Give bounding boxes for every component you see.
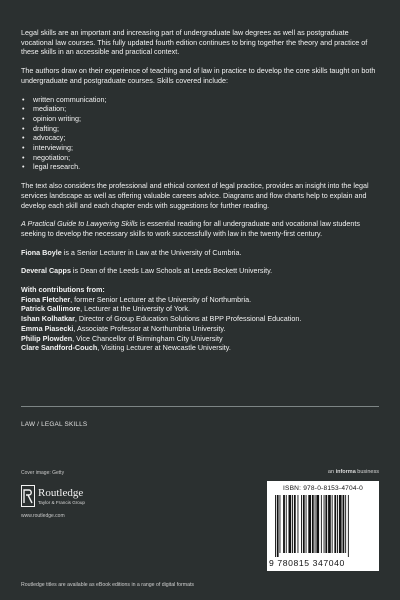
contributor-role: , Visiting Lecturer at Newcastle University.	[97, 343, 231, 353]
contributors	[21, 285, 379, 353]
contributor-name: Fiona Fletcher	[21, 294, 71, 304]
publisher-group: Taylor & Francis Group	[38, 500, 85, 505]
barcode-bar	[301, 495, 302, 553]
barcode-bar	[325, 495, 327, 553]
authors-paragraph: The authors draw on their experience of teaching and of law in practice to develop the core skills taught on both undergraduate and postgraduate courses. Skills covered include:	[21, 66, 376, 85]
contributors-heading: With contributions from:	[21, 285, 105, 295]
contributor	[21, 343, 379, 353]
blurb	[21, 28, 379, 353]
author-role: is a Senior Lecturer in Law at the University of Cumbria.	[61, 247, 242, 257]
contributor	[21, 304, 379, 314]
informa-prefix: an	[327, 469, 336, 475]
routledge-logo-icon	[21, 485, 35, 507]
publisher-url: www.routledge.com	[21, 513, 65, 519]
barcode	[267, 481, 379, 571]
list-item: • drafting;	[21, 124, 379, 134]
list-item: • interviewing;	[21, 143, 379, 153]
list-item: • negotiation;	[21, 153, 379, 163]
intro-paragraph: Legal skills are an important and increasing part of undergraduate law degrees as well as postgraduate vocational law courses. This fully updated fourth edition continues to bring together the theory and practice of these skills in an accessible and practical context.	[21, 28, 368, 57]
contributor-name: Emma Piasecki	[21, 323, 74, 333]
barcode-bar	[315, 495, 316, 553]
barcode-bar	[286, 495, 287, 553]
barcode-bar	[280, 495, 281, 553]
skills-list	[21, 95, 379, 173]
informa-brand: informa	[335, 469, 356, 475]
contributor-role: , Vice Chancellor of Birmingham City University	[72, 333, 223, 343]
contributor	[21, 295, 379, 305]
context-paragraph: The text also considers the professional and ethical context of legal practice, provides an insight into the legal services landscape as well as offering valuable careers advice. Diagrams and flow charts help to explain and develop each skill and each chapter ends with suggestions for further reading.	[21, 181, 369, 210]
contributor-role: , Director of Group Education Solutions at BPP Professional Education.	[74, 314, 302, 324]
barcode-bar	[316, 495, 319, 553]
list-item: • mediation;	[21, 104, 379, 114]
footer	[0, 407, 400, 600]
contributor	[21, 324, 379, 334]
barcode-bar	[345, 495, 346, 553]
author-role: is Dean of the Leeds Law Schools at Leeds Beckett University.	[70, 266, 273, 276]
contributor-role: , former Senior Lecturer at the University of Northumbria.	[70, 294, 252, 304]
closing-paragraph	[21, 219, 379, 238]
contributor-role: , Associate Professor at Northumbria University.	[73, 323, 226, 333]
barcode-bar	[294, 495, 296, 553]
cover-credit: Cover image: Getty	[21, 470, 65, 476]
author-name: Deveral Capps	[21, 266, 71, 276]
closing-text: is essential reading for all undergraduate and vocational law students seeking to develop the necessary skills to work successfully with law in the twenty-first century.	[21, 219, 360, 238]
publisher-logo	[21, 485, 141, 525]
barcode-bars	[273, 495, 373, 557]
informa-suffix: business	[355, 469, 379, 475]
barcode-bar	[332, 495, 333, 553]
barcode-bar	[292, 495, 293, 553]
list-item: • written communication;	[21, 95, 379, 105]
barcode-bar	[334, 495, 336, 553]
barcode-bar	[303, 495, 305, 553]
barcode-bar	[289, 495, 292, 553]
barcode-bar	[298, 495, 299, 553]
author-bio	[21, 266, 379, 276]
list-item: • advocacy;	[21, 133, 379, 143]
book-title: A Practical Guide to Lawyering Skills	[21, 219, 138, 229]
barcode-bar	[275, 495, 276, 557]
author-bio	[21, 248, 379, 258]
contributor	[21, 334, 379, 344]
informa-tagline	[328, 469, 379, 475]
barcode-bar	[321, 495, 322, 553]
barcode-bar	[312, 495, 314, 553]
contributor-name: Ishan Kolhatkar	[21, 314, 75, 324]
barcode-bar	[328, 495, 331, 553]
contributor	[21, 314, 379, 324]
barcode-bar	[306, 495, 307, 553]
publisher-name: Routledge	[38, 487, 84, 499]
contributor-name: Philip Plowden	[21, 333, 73, 343]
barcode-bar	[308, 495, 311, 553]
barcode-bar	[324, 495, 325, 553]
barcode-bar	[337, 495, 338, 553]
barcode-bar	[283, 495, 285, 553]
list-item: • legal research.	[21, 162, 379, 172]
contributor-role: , Lecturer at the University of York.	[80, 304, 190, 314]
author-name: Fiona Boyle	[21, 247, 62, 257]
contributor-name: Patrick Gallimore	[21, 304, 81, 314]
barcode-bar	[348, 495, 349, 557]
barcode-bar	[343, 495, 345, 553]
barcode-bar	[277, 495, 279, 557]
subject-category: LAW / LEGAL SKILLS	[21, 421, 88, 428]
barcode-digits: 9 780815 347040	[269, 558, 345, 568]
ebook-note: Routledge titles are available as eBook editions in a range of digital formats	[21, 582, 195, 588]
barcode-bar	[339, 495, 342, 553]
contributor-name: Clare Sandford-Couch	[21, 343, 98, 353]
isbn-label: ISBN: 978-0-8153-4704-0	[282, 485, 364, 492]
list-item: • opinion writing;	[21, 114, 379, 124]
